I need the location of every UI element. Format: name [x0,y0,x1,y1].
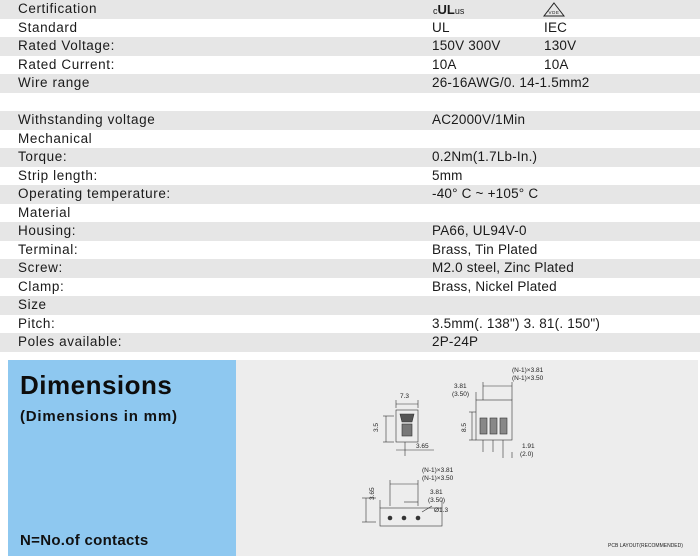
spec-label: Terminal: [18,241,79,257]
spec-section-heading: Material [18,204,71,220]
dim-3-65-side: 3.65 [416,443,429,450]
spec-label: Operating temperature: [18,186,171,201]
spec-row-rated-current [0,56,700,75]
spec-value: AC2000V/1Min [432,112,526,127]
spec-value-2: 10A [544,56,569,72]
spec-label: Withstanding voltage [18,112,156,127]
spec-label: Rated Current: [18,56,115,72]
spec-value: 150V 300V [432,38,501,53]
spec-label: Torque: [18,149,68,164]
spec-row-standard [0,19,700,38]
spec-label: Poles available: [18,334,123,349]
dim-8-5: 8.5 [461,422,468,432]
dim-n1-350-front: (N-1)×3.50 [512,375,544,382]
spec-section-heading: Mechanical [18,130,93,146]
dim-2-0: (2.0) [520,451,534,458]
spec-value: UL [432,19,450,35]
spec-row-size [0,296,700,315]
spec-label: Strip length: [18,167,98,183]
spec-row-screw [0,259,700,278]
pcb-layout-label: PCB LAYOUT(RECOMMENDED) [608,543,683,549]
dimensions-subtitle: (Dimensions in mm) [20,408,178,425]
spec-row-strip-length [0,167,700,186]
spec-row-torque [0,148,700,167]
dim-1-91: 1.91 [522,443,535,450]
spec-row-housing [0,222,700,241]
spec-row-operating-temperature [0,185,700,204]
spec-row-pitch [0,315,700,334]
ul-logo: cULus [433,2,465,17]
spec-value: 0.2Nm(1.7Lb-In.) [432,149,538,164]
dim-3-5: 3.5 [373,422,380,432]
spec-row-mechanical [0,130,700,149]
spec-value: Brass, Tin Plated [432,241,538,257]
front-view-drawing [469,382,512,458]
dimensions-title: Dimensions [20,370,173,400]
technical-drawing [236,360,698,556]
spec-spacer [0,93,700,112]
dim-3-81-pcb: 3.81 [430,489,443,496]
spec-row-poles-available [0,333,700,352]
spec-label: Clamp: [18,278,65,294]
spec-value: 5mm [432,167,463,183]
dim-7-3: 7.3 [400,393,410,400]
spec-row-wire-range [0,74,700,93]
spec-label: Rated Voltage: [18,38,115,53]
spec-section-heading: Size [18,297,47,312]
spec-label: Pitch: [18,315,56,331]
spec-label: Screw: [18,260,63,275]
contacts-note: N=No.of contacts [20,532,149,549]
spec-value: 2P-24P [432,334,479,349]
spec-value: Brass, Nickel Plated [432,278,557,294]
spec-label: Wire range [18,75,91,90]
vde-logo-icon [543,2,565,17]
spec-value: -40° C ~ +105° C [432,186,539,201]
spec-row-material [0,204,700,223]
spec-value-2: 130V [544,38,577,53]
spec-row-rated-voltage [0,37,700,56]
spec-row-withstanding-voltage [0,111,700,130]
spec-value: 26-16AWG/0. 14-1.5mm2 [432,75,590,90]
spec-value: M2.0 steel, Zinc Plated [432,260,574,275]
dim-3-50-pcb: (3.50) [428,497,445,504]
spec-value: 3.5mm(. 138") 3. 81(. 150") [432,315,601,331]
technical-drawing-panel [236,360,698,556]
dim-3-65-pcb: 3.65 [369,487,376,500]
dim-n1-350-pcb: (N-1)×3.50 [422,475,454,482]
spec-label: Housing: [18,223,77,238]
spec-row-terminal [0,241,700,260]
dimensions-panel [8,360,236,556]
dim-3-50-front: (3.50) [452,391,469,398]
spec-label: Standard [18,19,78,35]
svg-text:VDE: VDE [548,10,560,15]
dim-n1-381-front: (N-1)×3.81 [512,367,544,374]
spec-label: Certification [18,1,98,16]
spec-value: 10A [432,56,457,72]
dim-3-81-front: 3.81 [454,383,467,390]
spec-value: PA66, UL94V-0 [432,223,527,238]
dim-hole: Ø1.3 [434,507,449,514]
spec-row-clamp [0,278,700,297]
dim-n1-381-pcb: (N-1)×3.81 [422,467,454,474]
spec-value-2: IEC [544,19,568,35]
spec-row-certification [0,0,700,19]
